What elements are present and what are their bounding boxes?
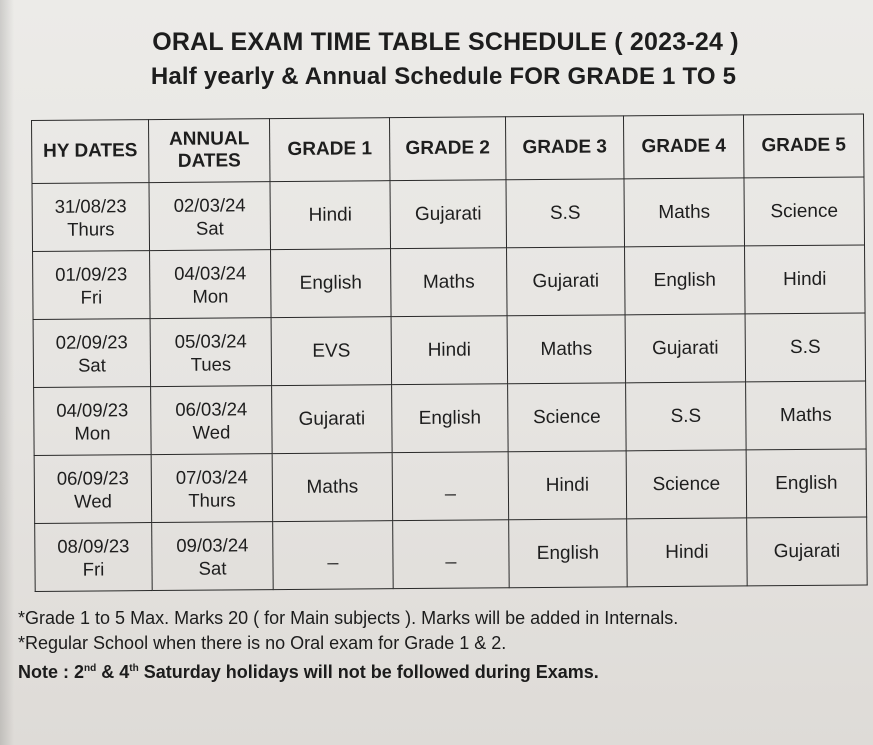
grade-1-subject: Gujarati — [272, 385, 393, 454]
hy-date-cell — [35, 523, 153, 592]
grade-2-subject: _ — [393, 520, 510, 589]
table-header-row — [32, 114, 864, 184]
grade-1-subject: Hindi — [270, 181, 391, 250]
header-grade-5: GRADE 5 — [743, 114, 863, 178]
grade-3-subject: Gujarati — [507, 247, 626, 316]
header-annual-line2: DATES — [177, 150, 241, 172]
annual-date-cell — [149, 182, 271, 251]
annual-date-cell — [152, 522, 274, 591]
page-shadow — [0, 0, 14, 745]
header-grade-2: GRADE 2 — [389, 117, 505, 181]
grade-5-subject: Hindi — [745, 245, 866, 314]
grade-5-subject: Maths — [746, 381, 867, 450]
annual-date: 02/03/24 — [173, 193, 246, 216]
grade-2-subject: English — [392, 384, 509, 453]
annual-date-cell — [150, 318, 272, 387]
table-row — [34, 381, 867, 456]
grade-3-subject: English — [509, 519, 628, 588]
table-row — [32, 177, 865, 252]
grade-4-subject: English — [625, 246, 746, 315]
hy-date: 01/09/23 — [55, 262, 128, 285]
table-row — [33, 245, 866, 320]
annual-date: 09/03/24 — [176, 533, 249, 556]
grade-1-subject: Maths — [272, 453, 393, 522]
annual-date: 04/03/24 — [174, 261, 247, 284]
hy-date: 02/09/23 — [55, 330, 128, 353]
grade-4-subject: Gujarati — [625, 314, 746, 383]
annual-day: Sat — [198, 556, 227, 579]
header-grade-4: GRADE 4 — [623, 115, 743, 179]
annual-day: Mon — [192, 284, 229, 307]
note-saturday-holidays — [18, 656, 858, 685]
table-row — [35, 517, 868, 592]
hy-date: 31/08/23 — [54, 194, 127, 217]
hy-day: Thurs — [67, 217, 115, 240]
annual-date: 07/03/24 — [175, 465, 248, 488]
grade-2-subject: Gujarati — [390, 180, 507, 249]
hy-day: Fri — [82, 557, 105, 580]
grade-1-subject: _ — [273, 521, 394, 590]
header-grade-3: GRADE 3 — [505, 116, 623, 180]
annual-day: Sat — [195, 216, 224, 239]
grade-3-subject: S.S — [506, 179, 625, 248]
note-suffix: Saturday holidays will not be followed during Exams. — [138, 662, 599, 682]
annual-date: 05/03/24 — [174, 329, 247, 352]
annual-date-cell — [151, 386, 273, 455]
header-hy-dates: HY DATES — [32, 120, 149, 184]
note-prefix: Note : 2 — [18, 662, 85, 682]
grade-1-subject: English — [271, 249, 392, 318]
annual-day: Wed — [192, 420, 231, 443]
grade-3-subject: Hindi — [508, 451, 627, 520]
grade-4-subject: Maths — [624, 178, 745, 247]
schedule-table — [31, 113, 868, 592]
grade-2-subject: Hindi — [391, 316, 508, 385]
document-subtitle: Half yearly & Annual Schedule FOR GRADE 1 TO 5 — [150, 63, 737, 90]
grade-5-subject: Gujarati — [747, 517, 868, 586]
note-sup-nd: nd — [84, 663, 97, 674]
hy-date-cell — [34, 387, 152, 456]
grade-3-subject: Science — [508, 383, 627, 452]
header-annual-line1: ANNUAL — [168, 128, 250, 150]
annual-date-cell — [150, 250, 272, 319]
table-row — [34, 449, 867, 524]
grade-1-subject: EVS — [271, 317, 392, 386]
hy-day: Fri — [80, 285, 103, 308]
note-mid: & 4 — [96, 662, 130, 682]
hy-date-cell — [34, 455, 152, 524]
annual-day: Tues — [190, 352, 232, 375]
hy-date: 06/09/23 — [56, 466, 129, 489]
annual-date: 06/03/24 — [175, 397, 248, 420]
grade-4-subject: Science — [626, 450, 747, 519]
hy-date: 08/09/23 — [57, 534, 130, 557]
notes-section — [18, 606, 858, 685]
grade-2-subject: _ — [392, 452, 509, 521]
hy-day: Sat — [77, 353, 106, 376]
grade-2-subject: Maths — [391, 248, 508, 317]
document-title: ORAL EXAM TIME TABLE SCHEDULE ( 2023-24 ) — [152, 28, 739, 56]
hy-date: 04/09/23 — [56, 398, 129, 421]
hy-day: Wed — [74, 489, 112, 512]
annual-date-cell — [151, 454, 273, 523]
note-regular-school: *Regular School when there is no Oral exam for Grade 1 & 2. — [18, 633, 507, 653]
hy-date-cell — [33, 251, 151, 320]
grade-5-subject: S.S — [745, 313, 866, 382]
hy-date-cell — [33, 319, 151, 388]
hy-date-cell — [32, 183, 150, 252]
header-annual-dates — [149, 119, 270, 183]
annual-day: Thurs — [188, 488, 236, 511]
header-grade-1: GRADE 1 — [269, 118, 389, 182]
table-row — [33, 313, 866, 388]
note-sup-th: th — [129, 663, 139, 674]
grade-5-subject: English — [746, 449, 867, 518]
note-max-marks: *Grade 1 to 5 Max. Marks 20 ( for Main subjects ). Marks will be added in Internals. — [18, 608, 679, 628]
grade-3-subject: Maths — [507, 315, 626, 384]
hy-day: Mon — [74, 421, 111, 444]
grade-5-subject: Science — [744, 177, 865, 246]
grade-4-subject: Hindi — [627, 518, 748, 587]
grade-4-subject: S.S — [626, 382, 747, 451]
schedule-table-wrapper — [31, 113, 867, 592]
